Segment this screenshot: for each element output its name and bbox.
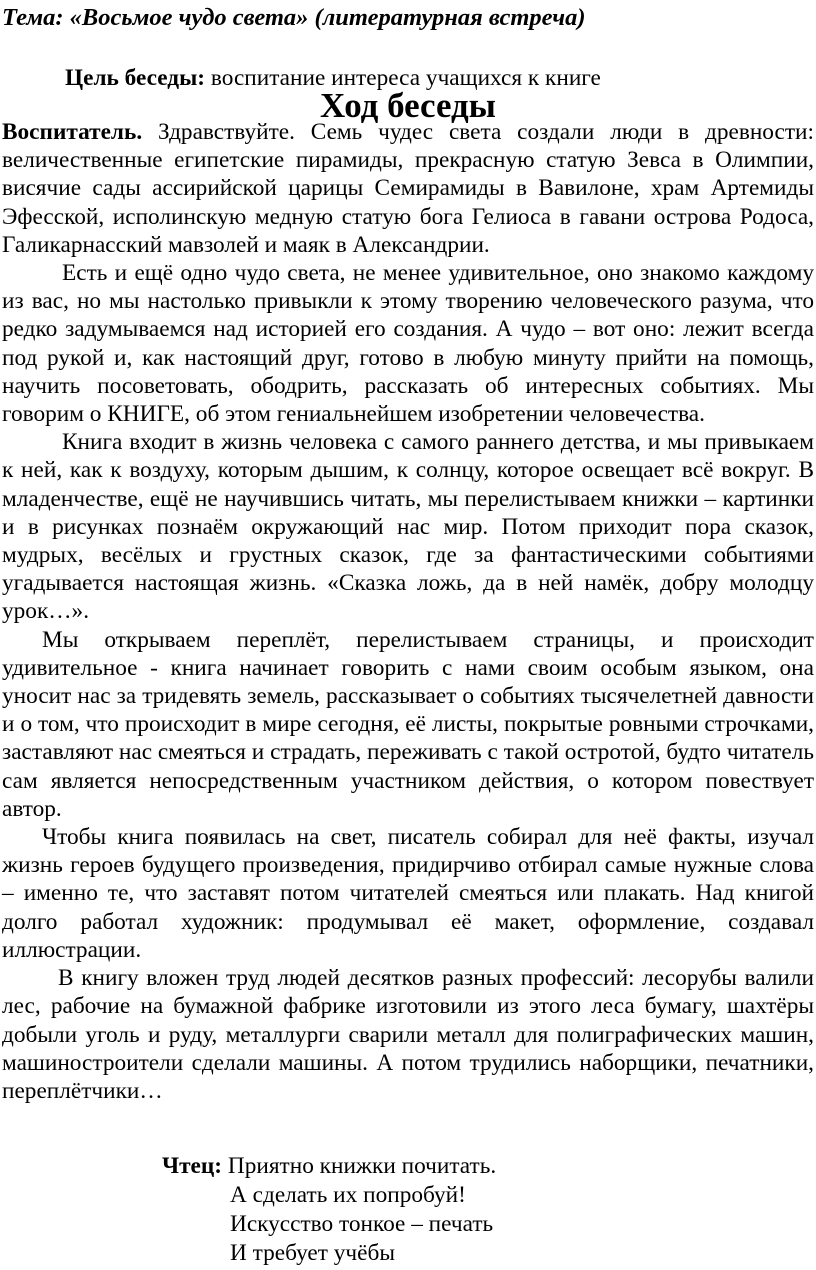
poem-line: Чтец: Приятно книжки почитать.: [162, 1153, 497, 1179]
poem-line: Искусство тонкое – печать: [230, 1211, 494, 1237]
paragraph-6: В книгу вложен труд людей десятков разных профессий: лесорубы валили лес, рабочие на бумажной фабрике изготовили из этого леса бумагу, шахтёры добыли уголь и руду, металлурги сварили металл для полиграфических машин, машиностроители сделали машины. А потом трудились наборщики, печатники, переплётчики…: [2, 965, 814, 1104]
goal-label: Цель беседы:: [65, 65, 206, 91]
poem-line: И требует учёбы: [230, 1240, 395, 1266]
poem-block: [162, 1152, 496, 1268]
goal-text: воспитание интереса учащихся к книге: [205, 65, 601, 91]
paragraph-1: [2, 118, 814, 259]
page-title: Тема: «Восьмое чудо света» (литературная встреча): [2, 4, 586, 31]
reader-label: Чтец:: [162, 1153, 223, 1179]
poem-line: А сделать их попробуй!: [230, 1182, 466, 1208]
speaker-label: Воспитатель.: [2, 119, 143, 145]
section-heading: Ход беседы: [320, 86, 496, 125]
paragraph-3: Книга входит в жизнь человека с самого раннего детства, и мы привыкаем к ней, как к воздуху, которым дышим, к солнцу, которое освещает всё вокруг. В младенчестве, ещё не научившись читать, мы перелистываем книжки – картинки и в рисунках познаём окружающий нас мир. Потом приходит пора сказок, мудрых, весёлых и грустных сказок, где за фантастическими событиями угадывается настоящая жизнь. «Сказка ложь, да в ней намёк, добру молодцу урок…».: [2, 429, 814, 625]
conversation-body: [2, 118, 814, 1105]
paragraph-text: Здравствуйте. Семь чудес света создали люди в древности: величественные египетские пирамиды, прекрасную статую Зевса в Олимпии, висячие сады ассирийской царицы Семирамиды в Вавилоне, храм Артемиды Эфесской, исполинскую медную статую бога Гелиоса в гавани острова Родоса, Галикарнасский мавзолей и маяк в Александрии.: [2, 119, 814, 258]
paragraph-5: Чтобы книга появилась на свет, писатель собирал для неё факты, изучал жизнь героев будущего произведения, придирчиво отбирал самые нужные слова – именно те, что заставят потом читателей смеяться или плакать. Над книгой долго работал художник: продумывал её макет, оформление, создавал иллюстрации.: [2, 824, 814, 963]
paragraph-4: Мы открываем переплёт, перелистываем страницы, и происходит удивительное - книга начинает говорить с нами своим особым языком, она уносит нас за тридевять земель, рассказывает о событиях тысячелетней давности и о том, что происходит в мире сегодня, её листы, покрытые ровными строчками, заставляют нас смеяться и страдать, переживать с такой остротой, будто читатель сам является непосредственным участником действия, о котором повествует автор.: [2, 626, 814, 822]
paragraph-2: Есть и ещё одно чудо света, не менее удивительное, оно знакомо каждому из вас, но мы настолько привыкли к этому творению человеческого разума, что редко задумываемся над историей его создания. А чудо – вот оно: лежит всегда под рукой и, как настоящий друг, готово в любую минуту прийти на помощь, научить посоветовать, ободрить, рассказать об интересных событиях. Мы говорим о КНИГЕ, об этом гениальнейшем изобретении человечества.: [2, 260, 814, 428]
